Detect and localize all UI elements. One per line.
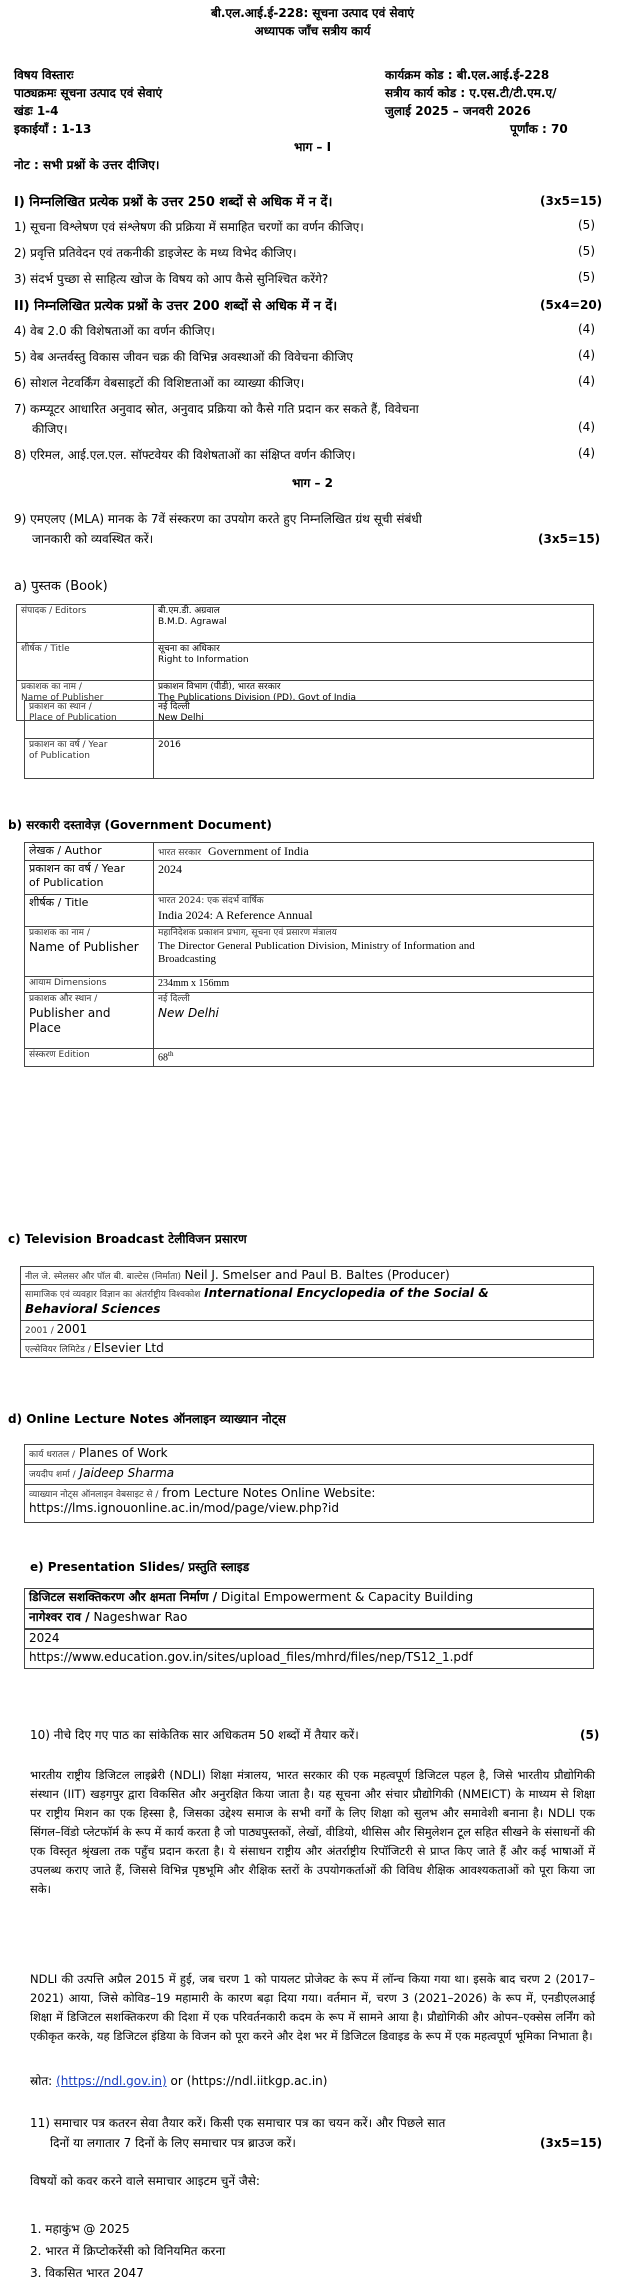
- table-row: [25, 739, 594, 779]
- part1-title: भाग – I: [293, 140, 332, 154]
- question-2-marks: (5): [578, 244, 595, 258]
- topic-3: 3. विकसित भारत 2047: [30, 2266, 144, 2280]
- slides-url[interactable]: https://www.education.gov.in/sites/upload_files/mhrd/files/nep/TS12_1.pdf: [25, 1649, 594, 1669]
- govplace-label-hi: प्रकाशक और स्थान /: [29, 994, 98, 1005]
- editors-hi: बी.एम.डी. अग्रवाल: [158, 606, 220, 616]
- assignment-code: सत्रीय कार्य कोड : ए.एस.टी/टी.एम.ए/: [385, 86, 557, 100]
- year-value: 2016: [154, 739, 594, 779]
- table-row: [21, 1285, 594, 1321]
- abstract-paragraph-1: भारतीय राष्ट्रीय डिजिटल लाइब्रेरी (NDLI) शिक्षा मंत्रालय, भारत सरकार की एक महत्वपूर्ण डिजिटल पहल है, जिसे भारतीय प्रौद्योगिकी संस्थान (IIT) खड़गपुर द्वारा विकसित और अनुरक्षित किया जाता है। यह सूचना और संचार प्रौद्योगिकी (NMEICT) के माध्यम से शिक्षा पर राष्ट्रीय मिशन का एक हिस्सा है, जिसका उद्देश्य समाज के सभी वर्गों के लिए शिक्षा को सुलभ और समावेशी बनाना है। NDLI एक सिंगल–विंडो प्लेटफॉर्म के रूप में कार्य करता है जो पाठ्यपुस्तकों, लेखों, वीडियो, थीसिस और सिमुलेशन टूल सहित सीखने के संसाधनों की एक विस्तृत श्रृंखला तक पहुँच प्रदान करता है। ये संसाधन राष्ट्रीय और अंतर्राष्ट्रीय रिपॉजिटरी से प्राप्त किए जाते हैं और कई भाषाओं में उपलब्ध कराए जाते हैं, जिससे विभिन्न पृष्ठभूमि और शैक्षिक स्तरों के उपयोगकर्ताओं की विविध शैक्षिक आवश्यकताओं को पूरा किया जा सके।: [30, 1768, 595, 1896]
- source-link-ndl[interactable]: (https://ndl.gov.in): [56, 2074, 167, 2088]
- lecture-site-hi: व्याख्यान नोट्स ऑनलाइन वेबसाइट से /: [29, 1490, 159, 1500]
- lecture-site-en: from Lecture Notes Online Website:: [162, 1486, 376, 1500]
- author-hi: भारत सरकार: [158, 848, 202, 858]
- govplace-en: New Delhi: [158, 1005, 219, 1020]
- slides-author-en: Nageshwar Rao: [93, 1610, 188, 1624]
- table-row: [25, 977, 594, 993]
- section2-marks: (5x4=20): [540, 298, 603, 312]
- govplace-hi: नई दिल्ली: [158, 994, 190, 1005]
- question-5-marks: (4): [578, 348, 595, 362]
- abstract-paragraph-2: NDLI की उत्पत्ति अप्रैल 2015 में हुई, जब चरण 1 को पायलट प्रोजेक्ट के रूप में लॉन्च किया गया था। इसके बाद चरण 2 (2017–2021) आया, जिसे कोविड–19 महामारी के कारण बढ़ा दिया गया। वर्तमान में, चरण 3 (2021–2026) के रूप में, एनडीएलआई शिक्षा में डिजिटल सशक्तिकरण की दिशा में एक परिवर्तनकारी कदम के रूप में सामने आया है। प्रौद्योगिकी और ओपन–एक्सेस लर्निंग को एकीकृत करके, यह डिजिटल इंडिया के विजन को पूरा करने और देश भर में डिजिटल डिवाइड के रूप में एक महत्वपूर्ण भूमिका निभाता है।: [30, 1972, 595, 2043]
- publisher-en: The Publications Division (PD), Govt of India: [158, 693, 356, 704]
- table-row: [25, 1465, 594, 1485]
- editors-label: संपादक / Editors: [17, 605, 154, 643]
- question-4-marks: (4): [578, 322, 595, 336]
- book-place-table: [24, 700, 594, 779]
- question-7-cont: कीजिए।: [32, 422, 68, 436]
- table-row: [25, 1485, 594, 1523]
- section2-heading: II) निम्नलिखित प्रत्येक प्रश्नों के उत्तर 200 शब्दों से अधिक में न दें।: [14, 299, 338, 314]
- source-line: [30, 2072, 327, 2089]
- question-9-cont: जानकारी को व्यवस्थित करें।: [32, 532, 154, 546]
- assignment-title: बी.एल.आई.ई-228: सूचना उत्पाद एवं सेवाएं: [210, 6, 415, 20]
- edition-label: संस्करण Edition: [25, 1049, 154, 1067]
- slides-year: 2024: [25, 1629, 594, 1649]
- question-10: 10) नीचे दिए गए पाठ का सांकेतिक सार अधिकतम 50 शब्दों में तैयार करें।: [30, 1728, 359, 1742]
- lecture-table: [24, 1444, 594, 1523]
- table-row: [25, 1445, 594, 1465]
- course-label: पाठ्यक्रमः सूचना उत्पाद एवं सेवाएं: [14, 86, 163, 100]
- place-label-en: Place of Publication: [29, 713, 117, 724]
- title-hi: सूचना का अधिकार: [158, 644, 220, 654]
- question-11-cont: दिनों या लगातार 7 दिनों के लिए समाचार पत्र ब्राउज करें।: [50, 2136, 296, 2150]
- dimensions-value: 234mm x 156mm: [154, 977, 594, 993]
- govtitle-en: India 2024: A Reference Annual: [158, 907, 313, 922]
- tv-title-hi: सामाजिक एवं व्यवहार विज्ञान का अंतर्राष्ट्रीय विश्वकोश: [25, 1290, 201, 1301]
- section-c-heading: c) Television Broadcast टेलीविजन प्रसारण: [8, 1232, 247, 1246]
- place-hi: नई दिल्ली: [158, 702, 190, 712]
- govyear-label-en: of Publication: [29, 876, 104, 889]
- govpub-label-en: Name of Publisher: [29, 939, 139, 954]
- table-row: [25, 1649, 594, 1669]
- units-label: इकाईयाँ : 1-13: [14, 122, 92, 136]
- session-label: जुलाई 2025 – जनवरी 2026: [385, 104, 531, 118]
- question-3-marks: (5): [578, 270, 595, 284]
- tv-producer-en: Neil J. Smelser and Paul B. Baltes (Producer): [184, 1268, 450, 1282]
- dimensions-label: आयाम Dimensions: [25, 977, 154, 993]
- govpub-label-hi: प्रकाशक का नाम /: [29, 928, 90, 939]
- question-8: 8) एरिमल, आई.एल.एल. सॉफ्टवेयर की विशेषताओं का संक्षिप्त वर्णन कीजिए।: [14, 448, 356, 462]
- question-6-marks: (4): [578, 374, 595, 388]
- author-en: Government of India: [208, 844, 309, 858]
- table-row: [25, 895, 594, 927]
- source-label: स्रोत:: [30, 2074, 53, 2088]
- publisher-label-hi: प्रकाशक का नाम /: [21, 682, 82, 692]
- assignment-subtitle: अध्यापक जाँच सत्रीय कार्य: [254, 24, 371, 38]
- table-row: [17, 605, 594, 643]
- topic-1: 1. महाकुंभ @ 2025: [30, 2222, 130, 2236]
- question-9-marks: (3x5=15): [538, 532, 601, 546]
- table-row: [25, 1609, 594, 1629]
- tv-title-en-cont: Behavioral Sciences: [25, 1301, 161, 1316]
- govplace-label-en2: Place: [29, 1020, 61, 1035]
- tv-table: [20, 1266, 594, 1358]
- lecture-title-en: Planes of Work: [78, 1446, 168, 1460]
- question-4: 4) वेब 2.0 की विशेषताओं का वर्णन कीजिए।: [14, 324, 215, 338]
- section-e-heading: e) Presentation Slides/ प्रस्तुति स्लाइड: [30, 1560, 250, 1574]
- question-10-marks: (5): [580, 1728, 600, 1742]
- author-label: लेखक / Author: [25, 843, 154, 861]
- lecture-url[interactable]: https://lms.ignouonline.ac.in/mod/page/view.php?id: [29, 1501, 339, 1516]
- question-1: 1) सूचना विश्लेषण एवं संश्लेषण की प्रक्रिया में समाहित चरणों का वर्णन कीजिए।: [14, 220, 364, 234]
- slides-author-hi: नागेश्वर राव /: [29, 1610, 90, 1624]
- govtitle-label: शीर्षक / Title: [25, 895, 154, 927]
- section-b-heading: b) सरकारी दस्तावेज़ (Government Document): [8, 818, 272, 832]
- edition-suffix: th: [168, 1050, 174, 1059]
- place-en: New Delhi: [158, 713, 204, 724]
- publisher-label-en: Name of Publisher: [21, 693, 104, 704]
- slides-title-hi: डिजिटल सशक्तिकरण और क्षमता निर्माण /: [29, 1590, 218, 1604]
- programme-code: कार्यक्रम कोड : बी.एल.आई.ई-228: [385, 68, 550, 82]
- govtitle-hi: भारत 2024: एक संदर्भ वार्षिक: [158, 896, 264, 907]
- question-1-marks: (5): [578, 218, 595, 232]
- blocks-label: खंडः 1-4: [14, 104, 59, 118]
- publisher-hi: प्रकाशन विभाग (पीडी), भारत सरकार: [158, 682, 281, 692]
- govpub-en-cont: Broadcasting: [158, 953, 217, 966]
- tv-year-hi: 2001: [25, 1326, 48, 1337]
- question-11: 11) समाचार पत्र कतरन सेवा तैयार करें। किसी एक समाचार पत्र का चयन करें। और पिछले सात: [30, 2116, 446, 2130]
- question-2: 2) प्रवृत्ति प्रतिवेदन एवं तकनीकी डाइजेस्ट के मध्य विभेद कीजिए।: [14, 246, 297, 260]
- table-row: 2001 / 2001: [21, 1321, 594, 1339]
- govyear-value: 2024: [154, 861, 594, 895]
- section1-marks: (3x5=15): [540, 194, 603, 208]
- govplace-label-en: Publisher and: [29, 1005, 111, 1020]
- source-link-iitkgp[interactable]: (https://ndl.iitkgp.ac.in): [186, 2074, 328, 2088]
- tv-year-en: 2001: [56, 1322, 88, 1337]
- edition-value: 68: [158, 1052, 168, 1064]
- govpub-hi: महानिदेशक प्रकाशन प्रभाग, सूचना एवं प्रसारण मंत्रालय: [158, 928, 337, 939]
- table-row: [25, 701, 594, 739]
- table-row: [25, 1629, 594, 1649]
- topic-2: 2. भारत में क्रिप्टोकरेंसी को विनियमित करना: [30, 2244, 226, 2258]
- slides-table: [24, 1588, 594, 1669]
- question-7-marks: (4): [578, 420, 595, 434]
- tv-publisher-hi: एल्सेवियर लिमिटेड: [25, 1344, 85, 1355]
- year-label-en: of Publication: [29, 751, 90, 762]
- tv-producer-hi: नील जे. स्मेलसर और पॉल बी. बाल्टेस (निर्माता): [25, 1272, 182, 1282]
- lecture-author-hi: जयदीप शर्मा /: [29, 1470, 76, 1480]
- table-row: [21, 1267, 594, 1285]
- tv-publisher-en: Elsevier Ltd: [93, 1340, 164, 1355]
- part2-title: भाग – 2: [291, 476, 333, 490]
- section1-heading: I) निम्नलिखित प्रत्येक प्रश्नों के उत्तर 250 शब्दों से अधिक में न दें।: [14, 195, 333, 210]
- table-row: [25, 843, 594, 861]
- question-7: 7) कम्प्यूटर आधारित अनुवाद स्रोत, अनुवाद प्रक्रिया को कैसे गति प्रदान कर सकते हैं, विवेचना: [14, 402, 419, 416]
- govpub-en: The Director General Publication Division, Ministry of Information and: [158, 939, 475, 952]
- table-row: [17, 643, 594, 681]
- question-11-marks: (3x5=15): [540, 2136, 603, 2150]
- table-row: [25, 927, 594, 977]
- subject-label: विषय विस्तारः: [14, 68, 74, 82]
- title-label: शीर्षक / Title: [17, 643, 154, 681]
- editors-en: B.M.D. Agrawal: [158, 617, 227, 628]
- lecture-title-hi: कार्य धरातल /: [29, 1450, 75, 1460]
- source-or: or: [170, 2074, 183, 2088]
- govyear-label-hi: प्रकाशन का वर्ष / Year: [29, 862, 125, 876]
- note-text: नोट : सभी प्रश्नों के उत्तर दीजिए।: [14, 158, 160, 172]
- lecture-author-en: Jaideep Sharma: [79, 1466, 175, 1480]
- section-a-heading: a) पुस्तक (Book): [14, 579, 108, 594]
- max-marks: पूर्णांक : 70: [510, 122, 568, 136]
- table-row: [25, 861, 594, 895]
- title-en: Right to Information: [158, 655, 249, 666]
- tv-title-en: International Encyclopedia of the Social &: [204, 1286, 489, 1301]
- section-d-heading: d) Online Lecture Notes ऑनलाइन व्याख्यान नोट्स: [8, 1412, 286, 1426]
- question-3: 3) संदर्भ पुच्छा से साहित्य खोज के विषय को आप कैसे सुनिश्चित करेंगे?: [14, 272, 329, 286]
- place-label-hi: प्रकाशन का स्थान /: [29, 702, 92, 712]
- table-row: [25, 1589, 594, 1609]
- question-9: 9) एमएलए (MLA) मानक के 7वें संस्करण का उपयोग करते हुए निम्नलिखित ग्रंथ सूची संबंधी: [14, 512, 422, 526]
- year-label-hi: प्रकाशन का वर्ष / Year: [29, 740, 108, 750]
- slides-title-en: Digital Empowerment & Capacity Building: [220, 1590, 474, 1604]
- topics-intro: विषयों को कवर करने वाले समाचार आइटम चुनें जैसे:: [30, 2174, 260, 2188]
- table-row: [25, 993, 594, 1049]
- govdoc-table: [24, 842, 594, 1067]
- question-6: 6) सोशल नेटवर्किंग वेबसाइटों की विशिष्टताओं का व्याख्या कीजिए।: [14, 376, 305, 390]
- table-row: एल्सेवियर लिमिटेड / Elsevier Ltd: [21, 1339, 594, 1357]
- table-row: [25, 1049, 594, 1067]
- question-8-marks: (4): [578, 446, 595, 460]
- question-5: 5) वेब अन्तर्वस्तु विकास जीवन चक्र की विभिन्न अवस्थाओं की विवेचना कीजिए: [14, 350, 354, 364]
